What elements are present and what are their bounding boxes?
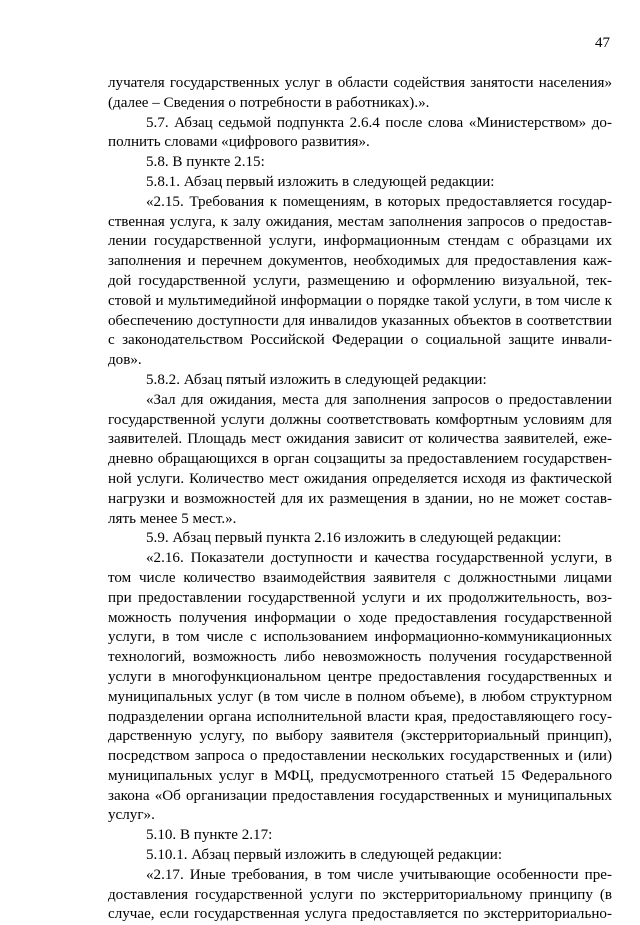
- text-line: с законодательством Российской Федерации о социальной защите инвали-: [108, 332, 612, 349]
- paragraph-first-line: «2.16. Показатели доступности и качества государственной услуги, в: [146, 550, 612, 567]
- text-line: лении государственной услуги, информационным стендам с образцами их: [108, 233, 612, 250]
- text-line: дой государственной услуги, размещению и оформлению визуальной, тек-: [108, 272, 612, 289]
- text-line: (далее – Сведения о потребности в работниках).».: [108, 94, 430, 111]
- paragraph-first-line: 5.9. Абзац первый пункта 2.16 изложить в следующей редакции:: [146, 530, 562, 547]
- text-line: закона «Об организации предоставления государственных и муниципальных: [108, 787, 612, 804]
- text-line: услуги в многофункциональном центре предоставления государственных и: [108, 668, 612, 685]
- text-line: обеспечению доступности для инвалидов указанных объектов в соответствии: [108, 312, 612, 329]
- paragraph-first-line: «2.17. Иные требования, в том числе учитывающие особенности пре-: [146, 866, 612, 883]
- text-line: стовой и мультимедийной информации о порядке такой услуги, в том числе к: [108, 292, 612, 309]
- text-line: нагрузки и возможностей для их размещения в здании, но не может состав-: [108, 490, 612, 507]
- paragraph-first-line: 5.8.2. Абзац пятый изложить в следующей редакции:: [146, 371, 487, 388]
- paragraph-first-line: «2.15. Требования к помещениям, в которых предоставляется государ-: [146, 193, 612, 210]
- text-line: дневно обращающихся в орган соцзащиты за предоставлением государствен-: [108, 451, 612, 468]
- text-line: ной услуги. Количество мест ожидания определяется исходя из фактической: [108, 470, 612, 487]
- text-line: при предоставлении государственной услуги и их продолжительность, воз-: [108, 589, 612, 606]
- text-line: государственной услуги должны соответствовать комфортным условиям для: [108, 411, 612, 428]
- text-line: лять менее 5 мест.».: [108, 510, 237, 527]
- text-line: можность получения информации о ходе предоставления государственной: [108, 609, 612, 626]
- text-line: муниципальных услуг в МФЦ, предусмотренного статьей 15 Федерального: [108, 767, 612, 784]
- text-line: полнить словами «цифрового развития».: [108, 134, 370, 151]
- page-number: 47: [595, 35, 610, 51]
- text-line: услуги, в том числе с использованием информационно-коммуникационных: [108, 629, 612, 646]
- paragraph-first-line: 5.10.1. Абзац первый изложить в следующей редакции:: [146, 847, 503, 864]
- paragraph-first-line: 5.10. В пункте 2.17:: [146, 827, 273, 844]
- paragraph-first-line: 5.7. Абзац седьмой подпункта 2.6.4 после слова «Министерством» до-: [146, 114, 612, 131]
- text-line: подразделении органа исполнительной власти края, предоставляющего госу-: [108, 708, 612, 725]
- paragraph-first-line: 5.8. В пункте 2.15:: [146, 154, 265, 171]
- text-line: том числе количество взаимодействия заявителя с должностными лицами: [108, 569, 612, 586]
- paragraph-first-line: 5.8.1. Абзац первый изложить в следующей редакции:: [146, 173, 495, 190]
- text-line: услуг».: [108, 807, 155, 824]
- text-line: ственная услуга, к залу ожидания, местам заполнения запросов о предостав-: [108, 213, 612, 230]
- text-line: дарственную услугу, по выбору заявителя (экстерриториальный принцип),: [108, 728, 612, 745]
- text-line: лучателя государственных услуг в области содействия занятости населения»: [108, 75, 612, 91]
- text-line: муниципальных услуг (в том числе в полном объеме), в любом структурном: [108, 688, 612, 705]
- paragraph-first-line: «Зал для ожидания, места для заполнения запросов о предоставлении: [146, 391, 612, 408]
- text-line: посредством запроса о предоставлении нескольких государственных и (или): [108, 748, 612, 765]
- text-line: заявителей. Площадь мест ожидания зависит от количества заявителей, еже-: [108, 431, 612, 448]
- text-line: заполнения и перечнем документов, необходимых для предоставления каж-: [108, 253, 612, 270]
- document-body: [108, 74, 612, 925]
- text-line: доставления государственной услуги по экстерриториальному принципу (в: [108, 886, 612, 903]
- text-line: дов».: [108, 352, 142, 369]
- text-line: случае, если государственная услуга предоставляется по экстерриториально-: [108, 906, 612, 923]
- text-line: технологий, возможность либо невозможность получения государственной: [108, 649, 612, 666]
